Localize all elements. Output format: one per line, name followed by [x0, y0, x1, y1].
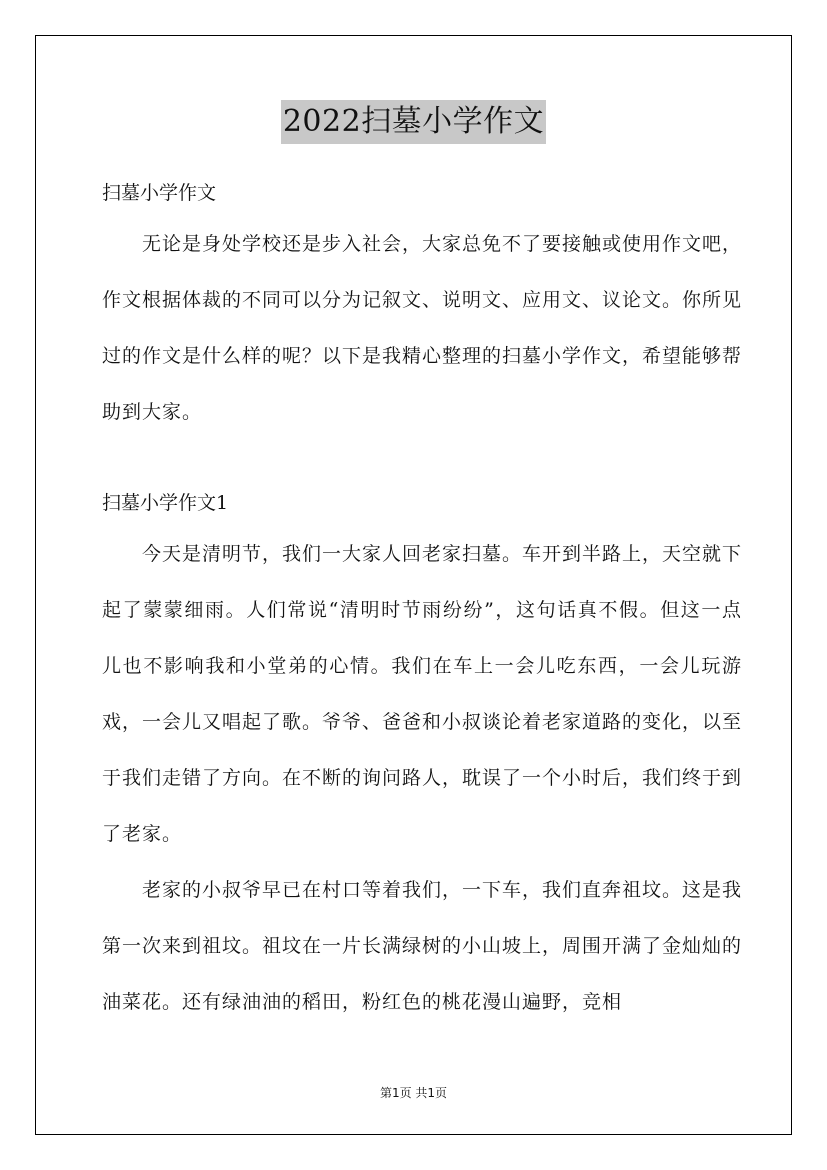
spacer: [102, 440, 742, 480]
essay1-paragraph-2: 老家的小叔爷早已在村口等着我们，一下车，我们直奔祖坟。这是我第一次来到祖坟。祖坟在一片长满绿树的小山坡上，周围开满了金灿灿的油菜花。还有绿油油的稻田，粉红色的桃花漫山遍野，竞相: [102, 879, 743, 1013]
document-body: [102, 170, 742, 1030]
essay1-heading: 扫墓小学作文1: [102, 492, 229, 514]
intro-paragraph: 无论是身处学校还是步入社会，大家总免不了要接触或使用作文吧，作文根据体裁的不同可以分为记叙文、说明文、应用文、议论文。你所见过的作文是什么样的呢？以下是我精心整理的扫墓小学作文，希望能够帮助到大家。: [102, 233, 743, 423]
section-heading: 扫墓小学作文: [102, 182, 217, 204]
document-title: 2022扫墓小学作文: [281, 100, 546, 144]
page-footer: 第1页 共1页: [379, 1086, 448, 1100]
essay1-paragraph-1: 今天是清明节，我们一大家人回老家扫墓。车开到半路上，天空就下起了蒙蒙细雨。人们常说“清明时节雨纷纷”，这句话真不假。但这一点儿也不影响我和小堂弟的心情。我们在车上一会儿吃东西，一会儿玩游戏，一会儿又唱起了歌。爷爷、爸爸和小叔谈论着老家道路的变化，以至于我们走错了方向。在不断的询问路人，耽误了一个小时后，我们终于到了老家。: [102, 543, 743, 845]
title-container: [0, 100, 827, 144]
